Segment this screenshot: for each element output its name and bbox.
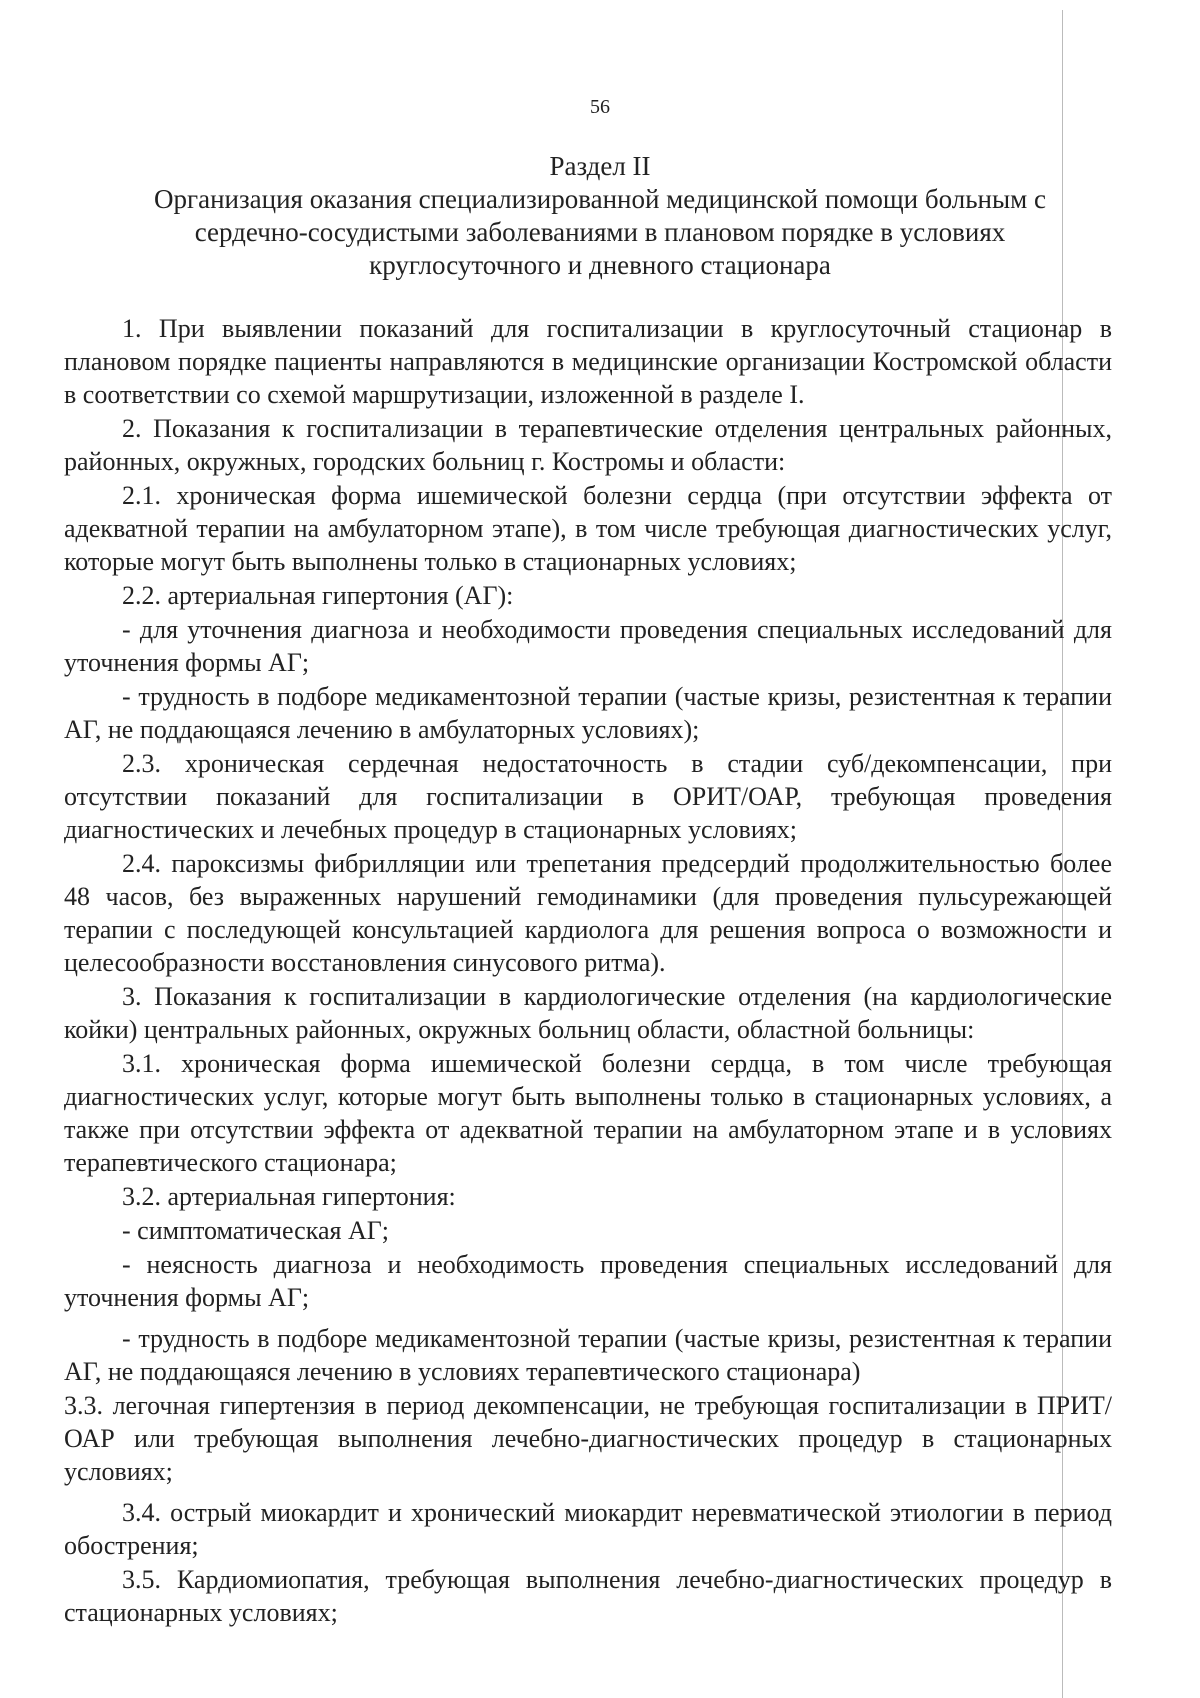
document-body <box>64 312 1112 1630</box>
paragraph-3-1: 3.1. хроническая форма ишемической болезни сердца, в том числе требующая диагностических услуг, которые могут быть выполнены только в стационарных условиях, а также при отсутствии эффекта от адекватной терапии на амбулаторном этапе и в условиях терапевтического стационара; <box>64 1049 1112 1177</box>
paragraph-2-2-item-1: - для уточнения диагноза и необходимости проведения специальных исследований для уточнения формы АГ; <box>64 615 1112 677</box>
section-title: Организация оказания специализированной медицинской помощи больным с сердечно-сосудистыми заболеваниями в плановом порядке в условиях круглосуточного и дневного стационара <box>154 184 1046 280</box>
paragraph-2-4: 2.4. пароксизмы фибрилляции или трепетания предсердий продолжительностью более 48 часов, без выраженных нарушений гемодинамики (для проведения пульсурежающей терапии с последующей консультацией кардиолога для решения вопроса о возможности и целесообразности восстановления синусового ритма). <box>64 849 1112 977</box>
paragraph-2-3: 2.3. хроническая сердечная недостаточность в стадии суб/декомпенсации, при отсутствии показаний для госпитализации в ОРИТ/ОАР, требующая проведения диагностических и лечебных процедур в стационарных условиях; <box>64 749 1112 844</box>
paragraph-3-2-item-1: - симптоматическая АГ; <box>122 1216 389 1245</box>
section-label: Раздел II <box>549 151 651 181</box>
paragraph-1: 1. При выявлении показаний для госпитализации в круглосуточный стационар в плановом порядке пациенты направляются в медицинские организации Костромской области в соответствии со схемой маршрутизации, изложенной в разделе I. <box>64 314 1112 409</box>
paragraph-3-2-item-3: - трудность в подборе медикаментозной терапии (частые кризы, резистентная к терапии АГ, не поддающаяся лечению в условиях терапевтического стационара) <box>64 1324 1112 1386</box>
page-number: 56 <box>590 96 610 118</box>
paragraph-3-2: 3.2. артериальная гипертония: <box>122 1182 456 1211</box>
paragraph-3-3: 3.3. легочная гипертензия в период декомпенсации, не требующая госпитализации в ПРИТ/ОАР или требующая выполнения лечебно-диагностических процедур в стационарных условиях; <box>64 1391 1112 1486</box>
paragraph-2: 2. Показания к госпитализации в терапевтические отделения центральных районных, районных, окружных, городских больниц г. Костромы и области: <box>64 414 1112 476</box>
paragraph-3-5: 3.5. Кардиомиопатия, требующая выполнения лечебно-диагностических процедур в стационарных условиях; <box>64 1565 1112 1627</box>
paragraph-3-4: 3.4. острый миокардит и хронический миокардит неревматической этиологии в период обострения; <box>64 1498 1112 1560</box>
paragraph-2-2: 2.2. артериальная гипертония (АГ): <box>122 581 514 610</box>
paragraph-3: 3. Показания к госпитализации в кардиологические отделения (на кардиологические койки) центральных районных, окружных больниц области, областной больницы: <box>64 982 1112 1044</box>
section-header <box>150 150 1050 282</box>
paragraph-2-2-item-2: - трудность в подборе медикаментозной терапии (частые кризы, резистентная к терапии АГ, не поддающаяся лечению в амбулаторных условиях); <box>64 682 1112 744</box>
paragraph-2-1: 2.1. хроническая форма ишемической болезни сердца (при отсутствии эффекта от адекватной терапии на амбулаторном этапе), в том числе требующая диагностических услуг, которые могут быть выполнены только в стационарных условиях; <box>64 481 1112 576</box>
paragraph-3-2-item-2: - неясность диагноза и необходимость проведения специальных исследований для уточнения формы АГ; <box>64 1250 1112 1312</box>
